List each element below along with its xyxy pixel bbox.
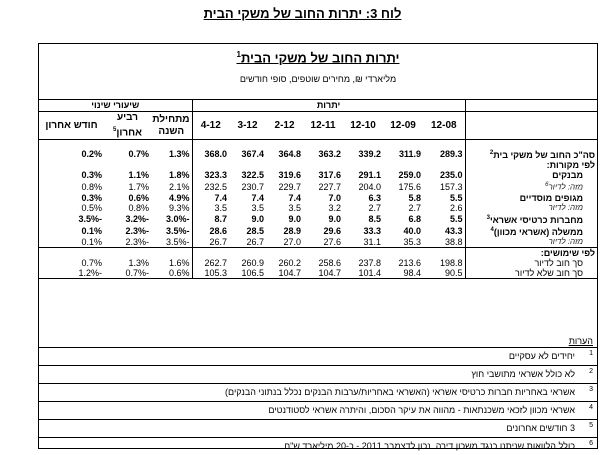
table-cell: 3.5 [288,202,302,213]
table-cell: 0.6% [128,192,150,203]
column-header-label: חודש אחרון [45,119,98,131]
table-cell: 235.0 [423,170,465,180]
table-cell: 213.6 [398,257,422,268]
table-cell: 27.0 [283,236,302,247]
note-number: 6 [589,440,593,447]
row-label-text: לפי מקורות: [546,160,596,171]
table-cell [192,247,229,258]
table-cell: 0.3% [81,170,103,181]
row-label-text: מזה: לדיור [548,182,584,192]
row-label [465,268,597,279]
column-header [104,112,151,140]
row-label [465,225,597,237]
table-cell: 317.6 [318,170,342,181]
table-cell: 311.9 [399,149,422,160]
row-label-text: מבנקים [552,170,584,181]
table-cell: -3.5% [78,213,103,224]
table-cell [39,247,104,258]
table-row [39,213,597,225]
table-cell: 0.1% [81,225,103,236]
table-row [39,268,597,279]
spacer-cell [465,140,597,149]
table-cell: -2.3% [125,225,150,236]
table-cell [303,160,343,170]
table-cell: 3.5 [251,202,265,213]
row-label-text: מגופים מוסדיים [519,192,584,203]
column-header [192,112,229,140]
notes-title: הערות [568,336,593,346]
table-cell: 1.3% [169,149,190,160]
row-label-note: 4 [490,226,494,233]
label-group-header [465,100,597,112]
column-header-label: 12-10 [350,119,376,131]
table-cell: 31.1 [363,236,382,247]
table-cell: 204.0 [358,181,382,192]
table-cell [266,247,303,258]
table-row [39,225,597,237]
note-text: אשראי מכוון לזכאי משכנתאות - מהווה את עיקר הסכום, והיתרה אשראי לסטודנטים [268,405,575,415]
table-cell: 323.3 [192,170,229,180]
note-number: 3 [589,386,593,393]
table-cell: 28.6 [192,225,229,237]
note-item [39,419,597,437]
table-cell: 40.0 [403,225,422,236]
note-number: 4 [589,404,593,411]
table-cell: 27.6 [323,236,342,247]
table-row [39,180,597,193]
table-cell: 367.4 [241,149,265,160]
table-cell: 289.3 [423,148,465,160]
table-cell: 7.0 [328,192,342,203]
column-header-label: רביע אחרון [116,112,142,139]
row-label [465,258,597,268]
balances-group-header: יתרות [192,100,465,112]
column-header-label: 4-12 [200,119,221,131]
row-label-text: מחברות כרטיסי אשראי [489,214,584,225]
table-cell: 28.5 [246,225,265,236]
table-cell: 28.9 [283,225,302,236]
column-header [266,112,303,140]
table-cell: 291.1 [358,170,382,181]
table-cell: 7.4 [251,192,265,203]
table-cell: 1.6% [169,257,190,268]
table-body [39,140,597,279]
table-cell [104,247,151,258]
row-label [465,180,597,193]
spacer-cell [229,140,266,149]
row-label-text: לפי שימושים: [540,247,596,258]
table-row [39,203,597,213]
table-cell: 368.0 [192,148,229,160]
column-header [423,112,465,140]
table-cell: 104.7 [266,268,303,279]
table-cell: 322.5 [241,170,265,181]
column-header-note: 5 [113,127,117,133]
table-cell: 229.7 [278,181,302,192]
table-cell: 9.3% [169,202,190,213]
table-title-text: יתרות החוב של משקי הבית [240,50,400,66]
table-cell: 5.5 [423,193,465,203]
row-label-note: 3 [486,214,490,221]
table-cell: 5.5 [423,213,465,225]
table-title-note: 1 [236,50,241,59]
table-cell [151,160,192,170]
row-label-text: ממשלה (אשראי מכוון) [493,226,584,237]
spacer-cell [423,140,465,149]
table-cell [343,247,383,258]
table-cell [343,160,383,170]
row-label [465,237,597,248]
table-cell [229,160,266,170]
note-number: 5 [589,422,593,429]
table-cell: 258.6 [318,257,342,268]
table-cell: 262.7 [192,258,229,268]
table-cell: 319.6 [278,170,302,181]
row-label-text: סך חוב שלא לדיור [515,267,584,278]
table-cell: 43.3 [423,225,465,237]
column-header [303,112,343,140]
table-cell: 2.7 [368,202,382,213]
table-cell: 105.3 [192,268,229,279]
table-cell: 26.7 [192,237,229,248]
table-cell: 38.8 [423,237,465,248]
spacer-cell [39,140,104,149]
table-cell: 29.6 [323,225,342,236]
change-group-header: שיעורי שינוי [39,100,192,112]
table-cell: 104.7 [303,268,343,279]
table-cell: 0.5% [81,202,103,213]
table-cell: 6.3 [368,192,382,203]
column-header-label: 12-09 [390,119,416,131]
spacer-cell [192,140,229,149]
table-cell: 260.9 [241,257,265,268]
table-cell [192,160,229,170]
table-cell: 3.2 [328,202,342,213]
table-cell: 0.2% [81,149,103,160]
table-subtitle: מליארדי ₪, מחירים שוטפים, סופי חודשים [239,74,397,84]
table-cell: 364.8 [278,149,302,160]
row-label [465,247,597,258]
table-cell: 0.7% [81,257,103,268]
row-label-text: מזה: לדיור [548,236,584,246]
table-cell: 339.2 [358,149,382,160]
table-cell: 1.7% [128,181,150,192]
table-cell: -3.5% [166,225,190,236]
row-label [465,213,597,225]
column-header [343,112,383,140]
table-row [39,160,597,170]
table-cell: -3.5% [166,236,190,247]
table-cell: 363.2 [318,149,342,160]
row-label [465,148,597,160]
spacer-cell [151,140,192,149]
spacer-cell [343,140,383,149]
column-header-label: מתחילת השנה [152,113,190,137]
table-cell: 2.1% [169,181,190,192]
note-number: 2 [589,368,593,375]
table-cell: 1.3% [128,257,150,268]
table-cell: 3.5 [192,203,229,213]
row-label-header [465,112,597,140]
table-cell: 8.5 [368,213,382,224]
table-cell: -2.3% [125,236,150,247]
spacer-cell [104,140,151,149]
column-header-label: 12-11 [310,119,336,131]
row-label-text: מזה: לדיור [548,202,584,212]
table-cell: -1.2% [39,268,104,279]
note-number: 1 [589,350,593,357]
notes-section [39,335,597,455]
table-cell: 106.5 [229,268,266,279]
table-cell: 26.7 [246,236,265,247]
row-label-text: סך חוב לדיור [534,257,584,268]
table-row [39,170,597,180]
table-row [39,193,597,203]
note-item [39,365,597,383]
notes-list [39,347,597,455]
table-cell: 7.4 [192,193,229,203]
note-text: כולל הלוואות שניתנו כנגד משכון דירה. נכון לדצמבר 2011 - כ-20 מיליארד ש"ח. [281,441,575,451]
table-cell: -3.0% [166,213,190,224]
table-cell [423,247,465,258]
column-header-label: 3-12 [237,119,258,131]
column-header-row [39,112,597,140]
note-text: לא כולל אשראי מתושבי חוץ [471,369,575,379]
column-header [39,112,104,140]
table-cell: 98.4 [383,268,423,279]
note-item [39,347,597,365]
table-cell [383,160,423,170]
column-header-label: 12-08 [431,119,457,131]
page-title: לוח 3: יתרות החוב של משקי הבית [203,6,402,21]
table-cell: 7.4 [288,192,302,203]
table-cell: 2.6 [423,203,465,213]
row-label-text: סה"כ החוב של משקי בית [493,150,596,161]
table-cell: 6.8 [408,213,422,224]
table-cell: 175.6 [398,181,422,192]
table-cell: -3.2% [125,213,150,224]
table-cell: 1.8% [169,170,190,181]
table-cell: 4.9% [169,192,190,203]
note-item [39,437,597,455]
table-frame [38,43,598,449]
table-cell [151,247,192,258]
table-row [39,258,597,268]
table-cell: 8.7 [192,213,229,225]
table-title [39,50,597,65]
table-cell [266,160,303,170]
note-text: 3 חודשים אחרונים [506,423,575,433]
table-cell: 33.3 [363,225,382,236]
row-label [465,193,597,203]
table-cell: 157.3 [423,180,465,193]
table-cell: 259.0 [398,170,422,181]
group-header-row [39,100,597,112]
table-cell: 230.7 [241,181,265,192]
row-label [465,160,597,170]
table-cell: 198.8 [423,258,465,268]
table-cell: 227.7 [318,181,342,192]
table-cell: 260.2 [278,257,302,268]
table-cell: 232.5 [192,180,229,193]
column-header-label: 2-12 [274,119,295,131]
column-header [383,112,423,140]
table-row [39,237,597,248]
table-cell [303,247,343,258]
row-label-note: 2 [489,150,494,157]
table-cell [423,160,465,170]
row-label [465,203,597,213]
table-cell: 5.8 [408,192,422,203]
table-cell: 90.5 [423,268,465,279]
table-cell: 101.4 [343,268,383,279]
table-cell: 0.7% [128,149,150,160]
table-cell: 9.0 [288,213,302,224]
table-cell: 0.6% [151,268,192,279]
table-cell [229,247,266,258]
table-cell: 0.3% [81,192,103,203]
note-text: יחידים לא עסקיים [508,351,575,361]
spacer-cell [303,140,343,149]
table-cell: 2.7 [408,202,422,213]
table-cell: 0.8% [128,202,150,213]
debt-table [39,99,597,279]
table-row [39,148,597,160]
table-cell: 35.3 [403,236,422,247]
table-cell [39,160,104,170]
table-cell: 0.1% [81,236,103,247]
table-cell: 9.0 [328,213,342,224]
spacer-cell [383,140,423,149]
table-cell: 237.8 [358,257,382,268]
spacer-cell [266,140,303,149]
table-cell [104,160,151,170]
row-label-note: 6 [545,182,549,189]
table-cell: 0.8% [81,181,103,192]
column-header [229,112,266,140]
note-item [39,401,597,419]
column-header [151,112,192,140]
table-cell: -0.7% [104,268,151,279]
table-cell: 9.0 [251,213,265,224]
note-text: אשראי באחריות חברות כרטיסי אשראי (האשראי באחריות/ערבות הבנקים נכלל בנתוני הבנקים) [225,387,575,397]
table-row [39,247,597,258]
table-cell [383,247,423,258]
table-cell: 1.1% [128,170,150,181]
note-item [39,383,597,401]
spacer-row [39,140,597,149]
row-label [465,170,597,180]
